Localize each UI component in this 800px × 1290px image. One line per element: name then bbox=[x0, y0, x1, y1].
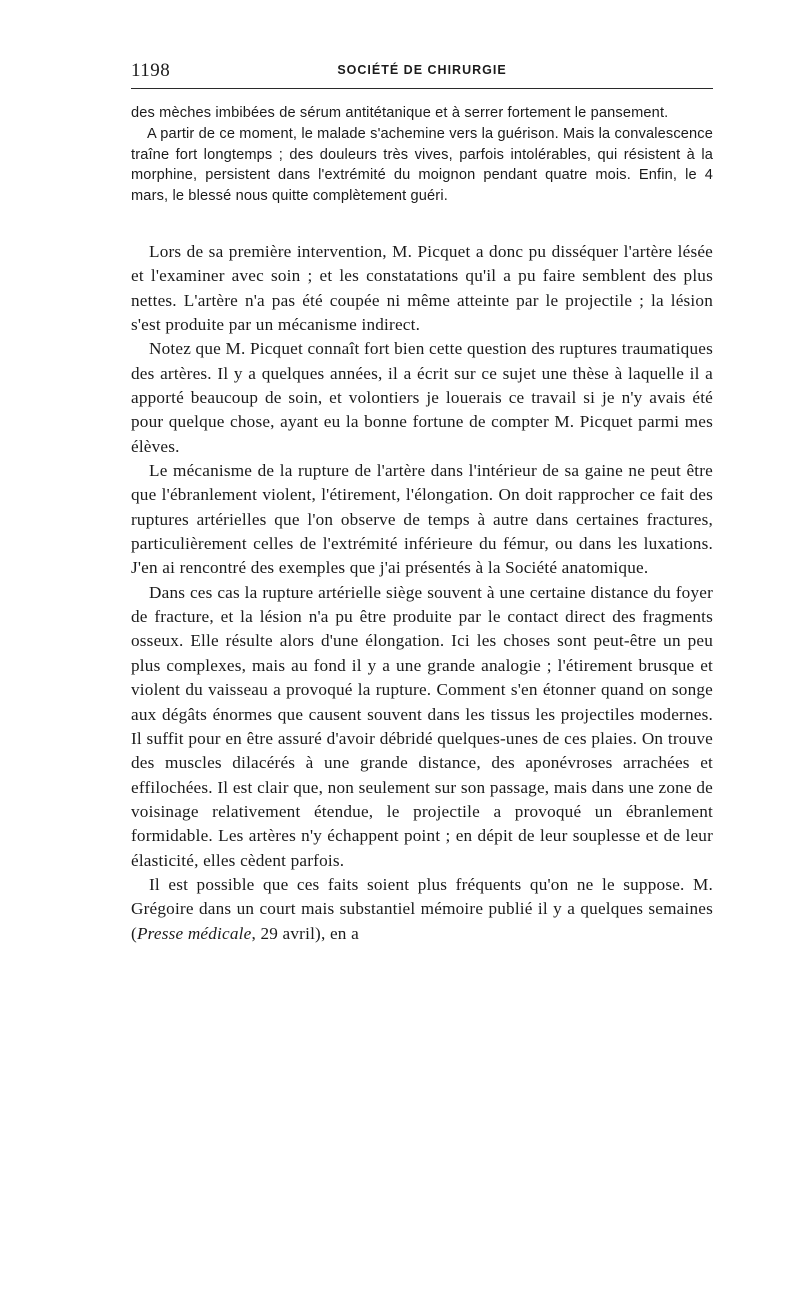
paragraph: A partir de ce moment, le malade s'achemine vers la guérison. Mais la convalescence traîne fort longtemps ; des douleurs très vives, parfois intolérables, qui résistent à la morphine, persistent dans l'extrémité du moignon pendant quatre mois. Enfin, le 4 mars, le blessé nous quitte complètement guéri. bbox=[131, 125, 714, 205]
paragraph-text: , 29 avril), en a bbox=[251, 923, 359, 943]
book-page bbox=[131, 58, 713, 946]
page-number: 1198 bbox=[131, 60, 171, 81]
paragraph: Lors de sa première intervention, M. Picquet a donc pu disséquer l'artère lésée et l'examiner avec soin ; et les constatations qu'il a pu faire semblent des plus nettes. L'artère n'a pas été coupée ni même atteinte par le projectile ; la lésion s'est produite par un mécanisme indirect. bbox=[131, 241, 713, 335]
journal-title: Presse médicale bbox=[136, 923, 252, 943]
paragraph: Le mécanisme de la rupture de l'artère dans l'intérieur de sa gaine ne peut être que l'ébranlement violent, l'étirement, l'élongation. On doit rapprocher ce fait des ruptures artérielles que l'on observe de temps à autre dans certaines fractures, particulièrement celles de l'extrémité inférieure du fémur, ou dans les luxations. J'en ai rencontré des exemples que j'ai présentés à la Société anatomique. bbox=[131, 461, 713, 578]
page-header bbox=[131, 58, 713, 89]
running-title: SOCIÉTÉ DE CHIRURGIE bbox=[337, 63, 507, 77]
paragraph: des mèches imbibées de sérum antitétanique et à serrer fortement le pansement. bbox=[131, 105, 669, 121]
paragraph: Dans ces cas la rupture artérielle siège souvent à une certaine distance du foyer de fracture, et la lésion n'a pu être produite par le contact direct des fragments osseux. Elle résulte alors d'une élongation. Ici les choses sont peut-être un peu plus complexes, mais au fond il y a une grande analogie ; l'étirement brusque et violent du vaisseau a provoqué la rupture. Comment s'en étonner quand on songe aux dégâts énormes que causent souvent dans les tissus les projectiles modernes. Il suffit pour en être assuré d'avoir débridé quelques-unes de ces plaies. On trouve des muscles dilacérés à une grande distance, des aponévroses arrachées et effilochées. Il est clair que, non seulement sur son passage, mais dans une zone de voisinage relativement étendue, le projectile a provoqué un ébranlement formidable. Les artères n'y échappent point ; en dépit de leur souplesse et de leur élasticité, elles cèdent parfois. bbox=[131, 582, 713, 870]
paragraph bbox=[131, 873, 713, 946]
paragraph: Notez que M. Picquet connaît fort bien cette question des ruptures traumatiques des artères. Il y a quelques années, il a écrit sur ce sujet une thèse à laquelle il a apporté beaucoup de soin, et volontiers je louerais ce travail si je n'y avais été pour quelque chose, ayant eu la bonne fortune de compter M. Picquet parmi mes élèves. bbox=[131, 339, 713, 456]
commentary bbox=[131, 240, 713, 946]
paragraph-text: Il est possible que ces faits soient plus fréquents qu'on ne le suppose. M. Grégoire dans un court mais substantiel mémoire publié il y a quelques semaines ( bbox=[131, 874, 713, 943]
case-report-end bbox=[131, 103, 713, 207]
